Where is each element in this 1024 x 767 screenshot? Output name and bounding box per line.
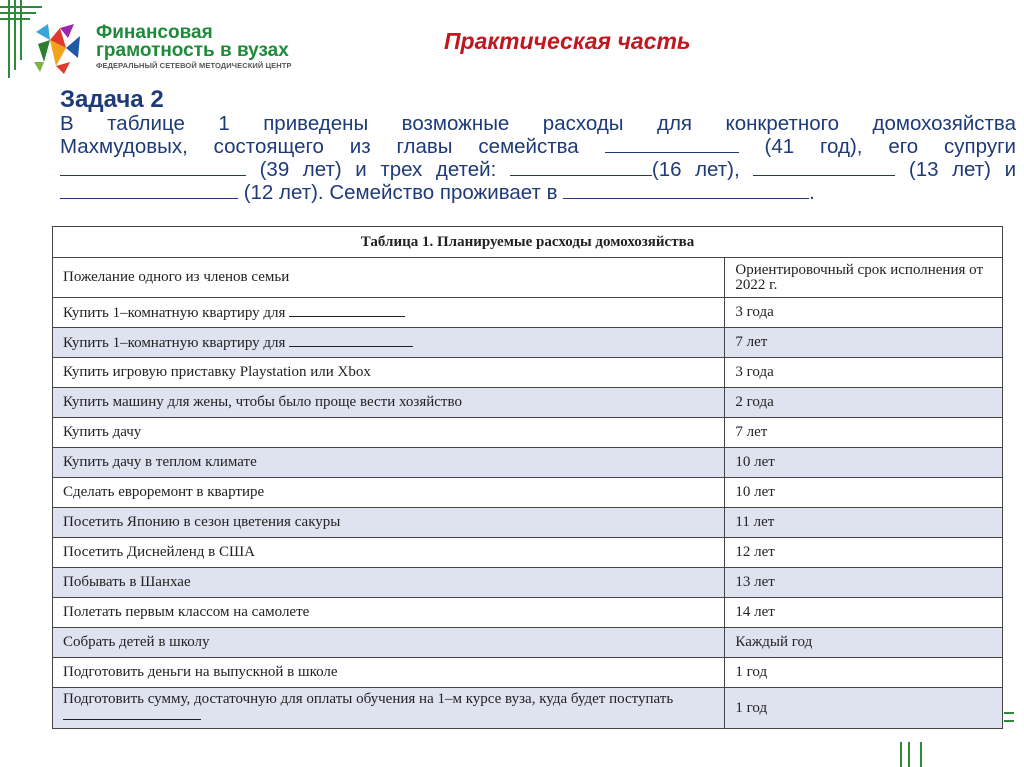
- table-row: [53, 298, 1003, 328]
- task-title: Задача 2: [60, 86, 164, 113]
- column-header-wish: Пожелание одного из членов семьи: [53, 258, 725, 298]
- task-text-segment: (41 год), его супруги: [764, 135, 1016, 158]
- table-row: [53, 478, 1003, 508]
- task-line-1: [60, 113, 1016, 135]
- wish-cell: Купить игровую приставку Playstation или Xbox: [53, 358, 725, 388]
- logo-emblem-icon: [30, 22, 86, 74]
- wish-cell: Посетить Японию в сезон цветения сакуры: [53, 508, 725, 538]
- column-header-term: Ориентировочный срок исполнения от 2022 г.: [725, 258, 1003, 298]
- task-text-segment: Махмудовых, состоящего из главы семейства: [60, 135, 579, 158]
- wish-cell: Сделать евроремонт в квартире: [53, 478, 725, 508]
- blank-field: [60, 181, 238, 199]
- term-cell: 10 лет: [725, 478, 1003, 508]
- term-cell: 3 года: [725, 358, 1003, 388]
- wish-cell: Купить дачу в теплом климате: [53, 448, 725, 478]
- logo-title-line1: Финансовая: [96, 22, 213, 43]
- task-text-segment: (12 лет). Семейство проживает в: [243, 181, 558, 204]
- wish-text: Подготовить сумму, достаточную для оплаты обучения на 1–м курсе вуза, куда будет поступать: [63, 691, 674, 707]
- wish-cell: Купить машину для жены, чтобы было проще вести хозяйство: [53, 388, 725, 418]
- term-cell: 1 год: [725, 688, 1003, 729]
- wish-cell: Купить дачу: [53, 418, 725, 448]
- wish-cell: Подготовить деньги на выпускной в школе: [53, 658, 725, 688]
- term-cell: 7 лет: [725, 418, 1003, 448]
- blank-field: [605, 135, 739, 153]
- term-cell: 11 лет: [725, 508, 1003, 538]
- term-cell: 3 года: [725, 298, 1003, 328]
- wish-cell: Побывать в Шанхае: [53, 568, 725, 598]
- blank-field: [63, 707, 201, 720]
- wish-cell: [53, 688, 725, 729]
- wish-cell: [53, 298, 725, 328]
- task-text-segment: (39 лет) и трех детей:: [259, 158, 497, 181]
- table-row: [53, 508, 1003, 538]
- table-row: [53, 628, 1003, 658]
- table-row: [53, 688, 1003, 729]
- wish-cell: Полетать первым классом на самолете: [53, 598, 725, 628]
- task-line-2: [60, 135, 1016, 158]
- task-text-segment: (16 лет),: [651, 158, 740, 181]
- wish-text: Купить 1–комнатную квартиру для: [63, 335, 286, 351]
- blank-field: [753, 158, 895, 176]
- term-cell: 1 год: [725, 658, 1003, 688]
- logo-subtitle: ФЕДЕРАЛЬНЫЙ СЕТЕВОЙ МЕТОДИЧЕСКИЙ ЦЕНТР: [96, 61, 292, 70]
- wish-cell: Посетить Диснейленд в США: [53, 538, 725, 568]
- logo: [30, 20, 290, 76]
- table-row: [53, 388, 1003, 418]
- table-row: [53, 538, 1003, 568]
- task-description: [60, 113, 1016, 204]
- table-row: [53, 448, 1003, 478]
- blank-field: [289, 334, 413, 347]
- table-row: [53, 418, 1003, 448]
- wish-cell: [53, 328, 725, 358]
- term-cell: 12 лет: [725, 538, 1003, 568]
- term-cell: 10 лет: [725, 448, 1003, 478]
- table-row: [53, 568, 1003, 598]
- task-text-segment: (13 лет) и: [908, 158, 1017, 181]
- table-row: [53, 658, 1003, 688]
- term-cell: 14 лет: [725, 598, 1003, 628]
- term-cell: 13 лет: [725, 568, 1003, 598]
- expenses-table: [52, 226, 1003, 729]
- logo-title-line2: грамотность в вузах: [96, 40, 289, 61]
- table-row: [53, 358, 1003, 388]
- table-row: [53, 598, 1003, 628]
- blank-field: [510, 158, 652, 176]
- wish-cell: Собрать детей в школу: [53, 628, 725, 658]
- term-cell: 2 года: [725, 388, 1003, 418]
- term-cell: Каждый год: [725, 628, 1003, 658]
- table-row: [53, 328, 1003, 358]
- slide-title: Практическая часть: [444, 28, 691, 54]
- table-caption: Таблица 1. Планируемые расходы домохозяйства: [53, 227, 1003, 258]
- term-cell: 7 лет: [725, 328, 1003, 358]
- wish-text: Купить 1–комнатную квартиру для: [63, 305, 286, 321]
- blank-field: [563, 181, 809, 199]
- task-line-4: [60, 181, 1016, 204]
- task-text-segment: .: [809, 181, 815, 204]
- blank-field: [289, 304, 405, 317]
- task-line-3: [60, 158, 1016, 181]
- blank-field: [60, 158, 246, 176]
- task-text-segment: В таблице 1 приведены возможные расходы для конкретного домохозяйства: [60, 112, 1016, 135]
